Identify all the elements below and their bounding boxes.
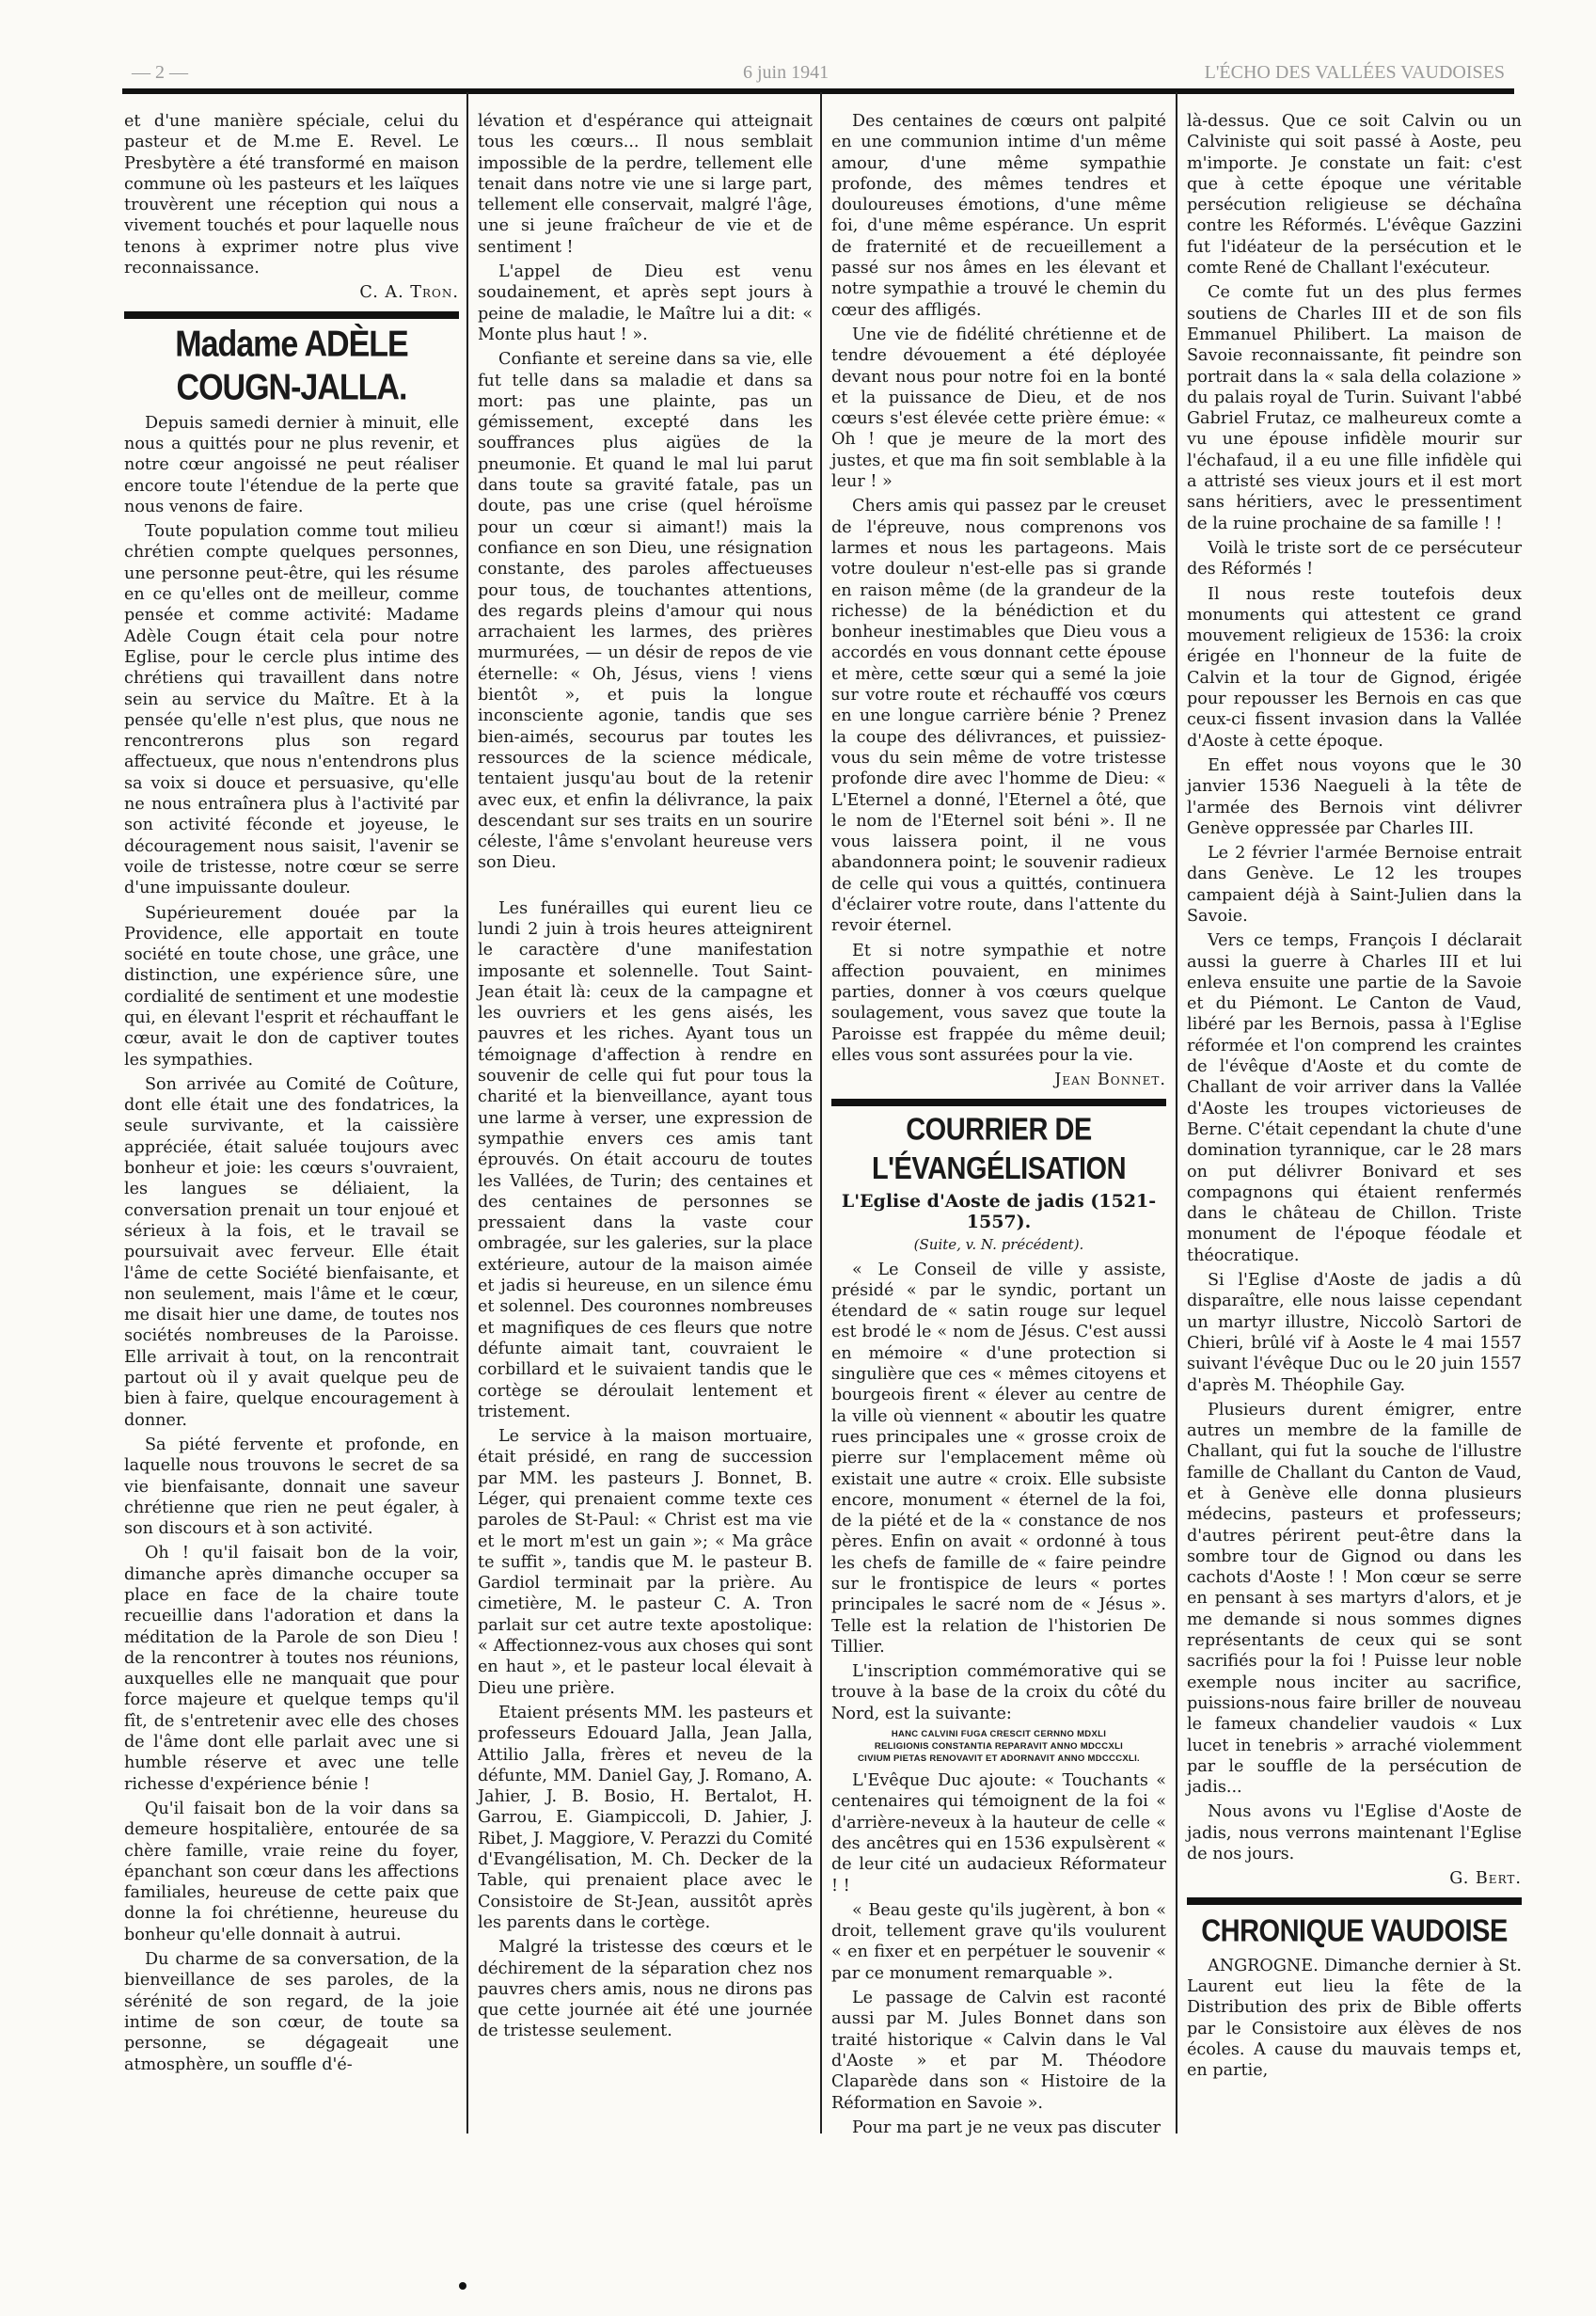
article-note: (Suite, v. N. précédent). [913, 1236, 1084, 1254]
paragraph: Et si notre sympathie et notre affection pouvaient, en minimes parties, donner à vos cœurs quelque soulagement, vous savez que toute la Paroisse est frappée du même deuil; elles vous sont assurées pour la vie. [831, 941, 1166, 1066]
paragraph: L'inscription commémorative qui se trouve à la base de la croix du côté du Nord, est la suivante: [831, 1662, 1166, 1723]
paragraph: Les funérailles qui eurent lieu ce lundi 2 juin à trois heures atteignirent le caractère d'une manifestation imposante et solennelle. Tout Saint-Jean était là: ceux de la campagne et les ouvriers et les gens aisés, les pauvres et les riches. Ayant tous un témoignage d'affection à rendre en souvenir de celle qui fut pour tous la charité et la bienveillance, ayant tous une larme à verser, une expression de sympathie envers ces amis tant éprouvés. On était accouru de toutes les Vallées, de Turin; des centaines et des centaines de personnes se pressaient dans la vaste cour ombragée, sur les galeries, sur la place extérieure, autour de la maison aimée et jadis si heureuse, en un silence ému et solennel. Des couronnes nombreuses et magnifiques de ces fleurs que notre défunte aimait tant, couvraient le corbillard et le suivaient tandis que le cortège se déroulait lentement et tristement. [478, 898, 813, 1421]
paragraph: Toute population comme tout milieu chrétien compte quelques personnes, une personne peut-être, qui les résume en ce qu'elles ont de meilleur, comme pensée et comme activité: Madame Adèle Cougn était cela pour notre Eglise, pour le cercle plus intime des chrétiens qui travaillent dans notre sein au service du Maître. Et à la pensée qu'elle n'est plus, que nous ne rencontrerons plus son regard affectueux, que nous n'entendrons plus sa voix si douce et persuasive, qu'elle ne nous entraînera plus à l'activité par son activité féconde et joyeuse, le découragement nous saisit, l'avenir se voile de tristesse, notre cœur se serre d'une impuissante douleur. [124, 522, 459, 898]
column-rule [466, 92, 468, 2134]
inscription-line: CIVIUM PIETAS RENOVAVIT ET ADORNAVIT ANNO MDCCCXLI. [858, 1753, 1140, 1765]
section-rule [831, 1099, 1166, 1106]
paragraph: Il nous reste toutefois deux monuments qui attestent ce grand mouvement religieux de 1536: la croix érigée en l'honneur de la fuite de Calvin et la tour de Gignod, érigée pour repousser les Bernois en cas que ceux-ci fissent invasion dans la Vallée d'Aoste à cette époque. [1187, 584, 1522, 751]
section-heading: COURRIER DE L'ÉVANGÉLISATION [871, 1112, 1127, 1186]
top-rule [122, 88, 1514, 94]
paragraph: En effet nous voyons que le 30 janvier 1536 Naegueli à la tête de l'armée des Bernois vint délivrer Genève oppressée par Charles III. [1187, 755, 1522, 838]
section-rule [1187, 1897, 1522, 1905]
section-heading: CHRONIQUE VAUDOISE [1201, 1913, 1508, 1949]
column-rule [1176, 92, 1177, 2134]
paragraph: lévation et d'espérance qui atteignait tous les cœurs... Il nous semblait impossible de la perdre, tellement elle tenait dans notre vie une si large part, tellement elle conservait, malgré l'âge, une si jeune fraîcheur de vie et de sentiment ! [478, 112, 813, 257]
newspaper-title: L'ÉCHO DES VALLÉES VAUDOISES [1204, 62, 1505, 83]
paragraph: Si l'Eglise d'Aoste de jadis a dû disparaître, elle nous laisse cependant un martyr illustre, Niccolò Sartori de Chieri, brûlé vif à Aoste le 4 mai 1557 suivant l'évêque Duc ou le 20 juin 1557 d'après M. Théophile Gay. [1187, 1271, 1522, 1395]
paragraph: Depuis samedi dernier à minuit, elle nous a quittés pour ne plus revenir, et notre cœur angoissé ne peut réaliser encore toute l'étendue de la perte que nous venons de faire. [124, 413, 459, 516]
paragraph: Etaient présents MM. les pasteurs et professeurs Edouard Jalla, Jean Jalla, Attilio Jalla, frères et neveu de la défunte, MM. Daniel Gay, J. Romano, A. Jahier, J. B. Bosio, H. Bertalot, H. Garrou, E. Giampiccoli, D. Jahier, J. Ribet, J. Maggiore, V. Perazzi du Comité d'Evangélisation, M. Ch. Decker de la Table, qui prenaient place avec le Consistoire de St-Jean, aussitôt après les parents dans le cortège. [478, 1703, 813, 1932]
spacer [478, 878, 813, 898]
column-1 [124, 111, 459, 2079]
inscription-line: RELIGIONIS CONSTANTIA REPARAVIT ANNO MDCCXLI [874, 1741, 1124, 1753]
paragraph: Une vie de fidélité chrétienne et de tendre dévouement a été déployée devant nous pour notre foi en la bonté et la puissance de Dieu, et de nos cœurs s'est élevée cette prière émue: « Oh ! que je meure de la mort des justes, et que ma fin soit semblable à la leur ! » [831, 325, 1166, 492]
print-mark [459, 2282, 466, 2290]
inscription-line: HANC CALVINI FUGA CRESCIT CERNNO MDXLI [891, 1729, 1107, 1740]
page-number: — 2 — [132, 62, 188, 83]
paragraph: Vers ce temps, François I déclarait aussi la guerre à Charles III et lui enleva ensuite une partie de la Savoie et du Piémont. Le Canton de Vaud, libéré par les Bernois, passa à l'Eglise réformée et l'on comprend les craintes de l'évêque d'Aoste et du comte de Challant de voir arriver dans la Vallée d'Aoste les troupes victorieuses de Berne. C'était cependant la chute d'une domination tyrannique, car le 28 mars on put délivrer Bonivard et ses compagnons qui étaient renfermés dans le château de Chillon. Triste monument de l'époque féodale et théocratique. [1187, 931, 1522, 1265]
column-rule [820, 92, 822, 2134]
column-2 [478, 111, 813, 2046]
paragraph: Supérieurement douée par la Providence, elle apportait en toute société en toute chose, une grâce, une distinction, une expérience sûre, une cordialité de sentiment et une modestie qui, en élevant l'esprit et réchauffant le cœur, avait le don de captiver toutes les sympathies. [124, 903, 459, 1070]
paragraph: « Le Conseil de ville y assiste, présidé « par le syndic, portant un étendard de « satin rouge sur lequel est brodé le « nom de Jésus. C'est aussi en mémoire « d'une protection si singulière que ces « mêmes citoyens et bourgeois firent « élever au centre de la ville où viennent « aboutir les quatre rues principales une « grosse croix de pierre sur l'emplacement même où existait une autre « croix. Elle subsiste encore, monument « éternel de la foi, de la piété et de la « constance de nos pères. Enfin on avait « ordonné à tous les chefs de famille de « faire peindre sur le frontispice de leurs « portes principales le sacré nom de « Jésus ». Telle est la relation de l'historien De Tillier. [831, 1260, 1166, 1657]
signature: C. A. Tron. [359, 283, 459, 303]
paragraph: Le passage de Calvin est raconté aussi par M. Jules Bonnet dans son traité historique « Calvin dans le Val d'Aoste » et par M. Théodore Claparède dans son « Histoire de la Réformation en Savoie ». [831, 1989, 1166, 2113]
issue-date: 6 juin 1941 [743, 62, 830, 83]
signature: Jean Bonnet. [1054, 1071, 1166, 1090]
paragraph: L'appel de Dieu est venu soudainement, et après sept jours à peine de maladie, le Maître lui a dit: « Monte plus haut ! ». [478, 262, 813, 344]
inscription [831, 1728, 1166, 1765]
page-header [122, 62, 1514, 90]
paragraph: là-dessus. Que ce soit Calvin ou un Calviniste qui soit passé à Aoste, peu m'importe. Je constate un fait: c'est que à cette époque une véritable persécution religieuse se déchaîna contre les Réformés. L'évêque Gazzini fut l'idéateur de la persécution et le comte René de Challant l'exécuteur. [1187, 112, 1522, 278]
section-rule [124, 311, 459, 319]
paragraph: Le service à la maison mortuaire, était présidé, en rang de succession par MM. les pasteurs J. Bonnet, B. Léger, qui prenaient comme texte ces paroles de St-Paul: « Christ est ma vie et le mort m'est un gain »; « Ma grâce te suffit », tandis que M. le pasteur B. Gardiol terminait par la prière. Au cimetière, M. le pasteur C. A. Tron parlait sur cet autre texte apostolique: « Affectionnez-vous aux choses qui sont en haut », et le pasteur local élevait à Dieu une prière. [478, 1427, 813, 1698]
paragraph: Qu'il faisait bon de la voir dans sa demeure hospitalière, entourée de sa chère famille, vraie reine du foyer, épanchant son cœur dans les affections familiales, heureuse de cette paix que donne la foi chrétienne, heureuse du bonheur qu'elle donnait à autrui. [124, 1799, 459, 1944]
paragraph: Oh ! qu'il faisait bon de la voir, dimanche après dimanche occuper sa place en face de la chaire toute recueillie dans l'adoration et dans la méditation de la Parole de son Dieu ! de la rencontrer à toutes nos réunions, auxquelles elle ne manquait que pour force majeure et quelque temps qu'il fît, de s'entretenir avec elle des choses de l'âme dont elle parlait avec une si humble réserve et avec une telle richesse d'expérience bénie ! [124, 1544, 459, 1794]
paragraph: ANGROGNE. Dimanche dernier à St. Laurent eut lieu la fête de la Distribution des prix de Bible offerts par le Consistoire aux élèves de nos écoles. A cause du mauvais temps et, en partie, [1187, 1956, 1522, 2081]
paragraph: Son arrivée au Comité de Coûture, dont elle était une des fondatrices, la seule survivante, et la caissière appréciée, était saluée toujours avec bonheur et joie: les cœurs s'ouvraient, les langues se déliaient, la conversation prenait un tour enjoué et sérieux à la fois, et le travail se poursuivait avec ferveur. Elle était l'âme de cette Société bienfaisante, et non seulement, mais l'âme et le cœur, me disait hier une dame, de toutes nos sociétés nombreuses de la Paroisse. Elle arrivait à tout, on la rencontrait partout où il y avait quelque peu de bien à faire, quelque encouragement à donner. [124, 1074, 459, 1430]
paragraph: Pour ma part je ne veux pas discuter [852, 2118, 1161, 2137]
column-3 [831, 111, 1166, 2142]
paragraph: Du charme de sa conversation, de la bienveillance de ses paroles, de la sérénité de son regard, de la joie intime de son cœur, de toute sa personne, se dégageait une atmosphère, un souffle d'é- [124, 1950, 459, 2074]
paragraph: Malgré la tristesse des cœurs et le déchirement de la séparation chez nos pauvres chers amis, nous ne dirons pas que cette journée ait été une journée de tristesse seulement. [478, 1938, 813, 2041]
paragraph: Chers amis qui passez par le creuset de l'épreuve, nous comprenons vos larmes et nous les partageons. Mais votre douleur n'est-elle pas si grande en raison même (de la grandeur de la richesse) de la bénédiction et du bonheur inestimables que Dieu vous a accordés en vous donnant cette épouse et mère, cette sœur qui a semé la joie sur votre route et réchauffé vos cœurs en une longue carrière bénie ? Prenez la coupe des délivrances, et puissiez-vous du sein même de votre tristesse profonde dire avec l'homme de Dieu: « L'Eternel a donné, l'Eternel a ôté, que le nom de l'Eternel soit béni ». Il ne vous laissera point, il ne vous abandonnera point; le souvenir radieux de celle qui vous a quittés, continuera d'éclairer votre route, dans l'attente du revoir éternel. [831, 497, 1166, 936]
paragraph: Voilà le triste sort de ce persécuteur des Réformés ! [1187, 538, 1522, 579]
article-heading: Madame ADÈLE COUGN-JALLA. [175, 323, 408, 408]
column-4 [1187, 111, 1522, 2085]
paragraph: Plusieurs durent émigrer, entre autres un membre de la famille de Challant, qui fut la souche de l'illustre famille de Challant du Canton de Vaud, et à Genève elle donna plusieurs médecins, pasteurs et professeurs; d'autres périrent peut-être dans la sombre tour de Gignod ou dans les cachots d'Aoste ! ! Mon cœur se serre en pensant à ses martyrs d'alors, et je me demande si nous sommes dignes représentants de ceux qui se sont sacrifiés pour la foi ! Puisse leur noble exemple nous inciter au sacrifice, puissions-nous faire briller de nouveau le fameux chandelier vaudois « Lux lucet in tenebris » arraché violemment par le souffle de la persécution de jadis... [1187, 1400, 1522, 1798]
article-subheading: L'Eglise d'Aoste de jadis (1521-1557). [841, 1190, 1157, 1232]
paragraph: Nous avons vu l'Eglise d'Aoste de jadis, nous verrons maintenant l'Eglise de nos jours. [1187, 1802, 1522, 1864]
paragraph: « Beau geste qu'ils jugèrent, à bon « droit, tellement grave qu'ils voulurent « en fixer et en perpétuer le souvenir « par ce monument remarquable ». [831, 1900, 1166, 1983]
paragraph: Sa piété fervente et profonde, en laquelle nous trouvons le secret de sa vie bienfaisante, donnait une saveur chrétienne que rien ne peut égaler, à son discours et à son activité. [124, 1435, 459, 1539]
paragraph: Le 2 février l'armée Bernoise entrait dans Genève. Le 12 les troupes campaient déjà à Saint-Julien dans la Savoie. [1187, 844, 1522, 926]
signature: G. Bert. [1449, 1869, 1522, 1889]
paragraph: Des centaines de cœurs ont palpité en une communion intime d'un même amour, d'une même sympathie profonde, des mêmes tendres et douloureuses émotions, d'une même foi, d'une même espérance. Un esprit de fraternité et de recueillement a passé sur nos âmes en les élevant et notre sympathie a trouvé le chemin du cœur des affligés. [831, 112, 1166, 320]
paragraph: Ce comte fut un des plus fermes soutiens de Charles III et de son fils Emmanuel Philibert. La maison de Savoie reconnaissante, fit peindre son portrait dans la « sala della colazione » du palais royal de Turin. Suivant l'abbé Gabriel Frutaz, ce malheureux comte a vu une épouse infidèle mourir sur l'échafaud, il a eu une fille infidèle qui a attristé ses vieux jours et il est mort sans héritiers, avec le pressentiment de la ruine prochaine de sa famille ! ! [1187, 283, 1522, 533]
paragraph: et d'une manière spéciale, celui du pasteur et de M.me E. Revel. Le Presbytère a été transformé en maison commune où les pasteurs et les laïques trouvèrent une réception qui nous a vivement touchés et pour laquelle nous tenons à exprimer notre plus vive reconnaissance. [124, 112, 459, 278]
paragraph: L'Evêque Duc ajoute: « Touchants « centenaires qui témoignent de la foi « d'arrière-neveux à la hauteur de celle « des ancêtres qui en 1536 expulsèrent « de leur cité un audacieux Réformateur ! ! [831, 1771, 1166, 1896]
paragraph: Confiante et sereine dans sa vie, elle fut telle dans sa maladie et dans sa mort: pas une plainte, pas un gémissement, excepté dans les souffrances plus aigües de la pneumonie. Et quand le mal lui parut dans toute sa gravité fatale, pas un doute, pas une crise (quel héroïsme pour un cœur si aimant!) mais la confiance en son Dieu, une résignation constante, des paroles affectueuses pour tous, de touchantes attentions, des regards pleins d'amour qui nous arrachaient les larmes, des prières murmurées, — un désir de repos de vie éternelle: « Oh, Jésus, viens ! viens bientôt », et puis la longue inconsciente agonie, tandis que ses bien-aimés, secourus par toutes les ressources de la science médicale, tentaient jusqu'au bout de la retenir avec eux, et enfin la délivrance, la paix descendant sur ses traits en un sourire céleste, l'âme s'envolant heureuse vers son Dieu. [478, 350, 813, 873]
